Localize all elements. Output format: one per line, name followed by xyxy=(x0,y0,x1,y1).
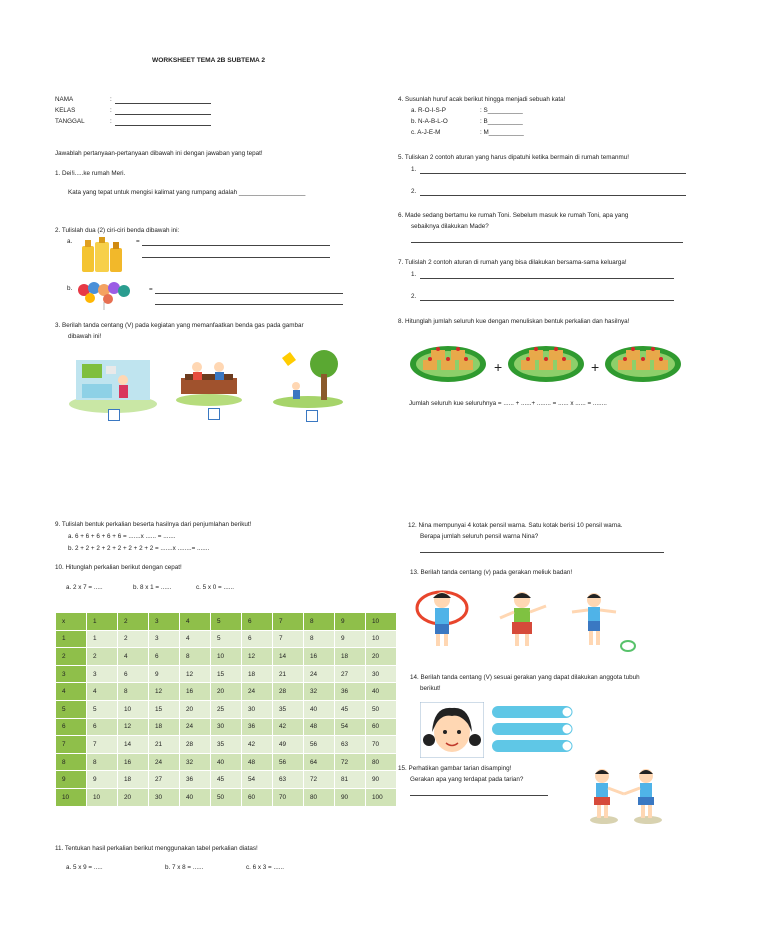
cake-plate-1-image xyxy=(409,340,487,384)
table-cell: 6 xyxy=(118,665,149,683)
q4-b-answer[interactable]: : B__________ xyxy=(480,118,523,125)
table-cell: 30 xyxy=(366,665,397,683)
table-cell: 12 xyxy=(118,718,149,736)
q3-text-1: 3. Berilah tanda centang (V) pada kegiatan yang memanfaatkan benda gas pada gambar xyxy=(55,322,304,329)
table-cell: 10 xyxy=(366,613,397,631)
q2-a-line2[interactable] xyxy=(142,257,330,258)
q14-text-2: berikut! xyxy=(420,685,441,692)
q7-line-2[interactable] xyxy=(420,300,674,301)
table-cell: 81 xyxy=(335,771,366,789)
q2-b-line1[interactable] xyxy=(155,293,343,294)
dancers-image xyxy=(580,764,670,826)
q4-c-answer[interactable]: : M__________ xyxy=(480,129,524,136)
table-cell: 10 xyxy=(366,630,397,648)
table-cell: 60 xyxy=(242,788,273,806)
table-header-row xyxy=(56,613,397,631)
table-cell: 63 xyxy=(335,736,366,754)
q15-text-2: Gerakan apa yang terdapat pada tarian? xyxy=(410,776,524,783)
q8-text: 8. Hitunglah jumlah seluruh kue dengan menuliskan bentuk perkalian dan hasilnya! xyxy=(398,318,630,325)
q14-text-1: 14. Berilah tanda centang (V) sesuai gerakan yang dapat dilakukan anggota tubuh xyxy=(410,674,640,681)
table-cell: 20 xyxy=(211,683,242,701)
table-cell: 24 xyxy=(304,665,335,683)
table-cell: 3 xyxy=(87,665,118,683)
table-cell: 48 xyxy=(242,753,273,771)
q7-num-2: 2. xyxy=(411,293,417,300)
q11-text: 11. Tentukan hasil perkalian berikut menggunakan tabel perkalian diatas! xyxy=(55,845,258,852)
table-cell: 5 xyxy=(87,700,118,718)
q2-b-line2[interactable] xyxy=(155,304,343,305)
table-cell: 8 xyxy=(118,683,149,701)
table-cell: 72 xyxy=(335,753,366,771)
table-cell: 5 xyxy=(211,613,242,631)
q3-checkbox-3[interactable] xyxy=(306,410,318,422)
table-row xyxy=(56,683,397,701)
table-cell: 54 xyxy=(335,718,366,736)
table-cell: 8 xyxy=(304,630,335,648)
cake-plate-2-image xyxy=(507,340,585,384)
class-sep: : xyxy=(110,107,112,114)
table-cell: 21 xyxy=(149,736,180,754)
table-cell: 7 xyxy=(273,630,304,648)
table-row-header: 7 xyxy=(56,736,87,754)
table-cell: 2 xyxy=(87,648,118,666)
table-cell: 28 xyxy=(273,683,304,701)
q1-text: 1. Dei!i.....ke rumah Meri. xyxy=(55,170,126,177)
table-cell: 4 xyxy=(87,683,118,701)
table-cell: 28 xyxy=(180,736,211,754)
table-cell: 49 xyxy=(273,736,304,754)
table-cell: 27 xyxy=(149,771,180,789)
date-field[interactable] xyxy=(115,125,211,126)
table-row xyxy=(56,700,397,718)
table-cell: 4 xyxy=(180,613,211,631)
table-cell: 63 xyxy=(273,771,304,789)
table-cell: 30 xyxy=(242,700,273,718)
table-cell: 1 xyxy=(87,630,118,648)
table-row xyxy=(56,788,397,806)
q11-b[interactable]: b. 7 x 8 = ...... xyxy=(165,864,204,871)
table-row-header: 3 xyxy=(56,665,87,683)
table-row xyxy=(56,771,397,789)
table-cell: 64 xyxy=(304,753,335,771)
balloons-image xyxy=(76,280,132,310)
table-cell: 8 xyxy=(180,648,211,666)
table-cell: 45 xyxy=(335,700,366,718)
table-cell: 7 xyxy=(273,613,304,631)
q5-line-1[interactable] xyxy=(420,173,686,174)
table-cell: 40 xyxy=(211,753,242,771)
table-cell: 12 xyxy=(149,683,180,701)
q5-line-2[interactable] xyxy=(420,195,686,196)
table-cell: 8 xyxy=(304,613,335,631)
q3-text-2: dibawah ini! xyxy=(68,333,102,340)
table-cell: 15 xyxy=(149,700,180,718)
table-cell: 5 xyxy=(211,630,242,648)
name-field[interactable] xyxy=(115,103,211,104)
q5-num-2: 2. xyxy=(411,188,417,195)
q11-a[interactable]: a. 5 x 9 = ..... xyxy=(66,864,103,871)
table-cell: 70 xyxy=(273,788,304,806)
table-cell: 40 xyxy=(304,700,335,718)
table-row xyxy=(56,753,397,771)
class-field[interactable] xyxy=(115,114,211,115)
q11-c[interactable]: c. 6 x 3 = ...... xyxy=(246,864,284,871)
table-cell: 18 xyxy=(335,648,366,666)
multiplication-table xyxy=(55,612,397,807)
q5-text: 5. Tuliskan 2 contoh aturan yang harus dipatuhi ketika bermain di rumah temanmu! xyxy=(398,154,630,161)
table-cell: 25 xyxy=(211,700,242,718)
table-cell: 21 xyxy=(273,665,304,683)
q9-text: 9. Tulislah bentuk perkalian beserta hasilnya dari penjumlahan berikut! xyxy=(55,521,252,528)
table-cell: 36 xyxy=(242,718,273,736)
table-cell: 3 xyxy=(149,630,180,648)
table-cell: 36 xyxy=(335,683,366,701)
table-cell: 7 xyxy=(87,736,118,754)
table-cell: 42 xyxy=(242,736,273,754)
cake-plate-3-image xyxy=(604,340,682,384)
table-cell: 24 xyxy=(180,718,211,736)
table-cell: 20 xyxy=(118,788,149,806)
q4-c-label: c. A-J-E-M xyxy=(411,129,441,136)
table-cell: 54 xyxy=(242,771,273,789)
q2-b-label: b. xyxy=(67,285,73,292)
table-cell: 27 xyxy=(335,665,366,683)
table-row xyxy=(56,648,397,666)
q10-b[interactable]: b. 8 x 1 = ...... xyxy=(133,584,172,591)
q3-checkbox-1[interactable] xyxy=(108,409,120,421)
q3-checkbox-2[interactable] xyxy=(208,408,220,420)
table-row-header: 5 xyxy=(56,700,87,718)
q7-text: 7. Tulislah 2 contoh aturan di rumah yang bisa dilakukan bersama-sama keluarga! xyxy=(398,259,627,266)
plus-sign-2: + xyxy=(591,359,600,375)
table-row-header: 8 xyxy=(56,753,87,771)
q4-b-label: b. N-A-B-L-O xyxy=(411,118,448,125)
table-cell: 8 xyxy=(87,753,118,771)
boy-standing-image xyxy=(568,590,638,652)
table-cell: 100 xyxy=(366,788,397,806)
q12-text-2: Berapa jumlah seluruh pensil warna Nina? xyxy=(420,533,539,540)
table-cell: 10 xyxy=(118,700,149,718)
class-label: KELAS xyxy=(55,107,76,114)
table-cell: 2 xyxy=(118,613,149,631)
table-row-header: 6 xyxy=(56,718,87,736)
table-row xyxy=(56,665,397,683)
table-cell: 4 xyxy=(118,648,149,666)
plus-sign-1: + xyxy=(494,359,503,375)
date-sep: : xyxy=(110,118,112,125)
bbq-image xyxy=(175,358,243,406)
name-label: NAMA xyxy=(55,96,74,103)
table-cell: 42 xyxy=(273,718,304,736)
table-cell: 40 xyxy=(180,788,211,806)
table-cell: 1 xyxy=(87,613,118,631)
table-row xyxy=(56,630,397,648)
table-cell: 9 xyxy=(335,630,366,648)
table-cell: 10 xyxy=(211,648,242,666)
q12-text-1: 12. Nina mempunyai 4 kotak pensil warna. Satu kotak berisi 10 pensil warna. xyxy=(408,522,623,529)
oil-bottles-image xyxy=(80,236,124,274)
table-cell: 16 xyxy=(118,753,149,771)
laundry-image xyxy=(68,354,158,414)
q13-text: 13. Berilah tanda centang (v) pada gerakan meliuk badan! xyxy=(410,569,573,576)
table-cell: 90 xyxy=(335,788,366,806)
instruction: Jawablah pertanyaan-pertanyaan dibawah ini dengan jawaban yang tepat! xyxy=(55,150,263,157)
table-row xyxy=(56,736,397,754)
table-row-header: 9 xyxy=(56,771,87,789)
table-cell: 48 xyxy=(304,718,335,736)
table-cell: 36 xyxy=(180,771,211,789)
table-cell: 3 xyxy=(149,613,180,631)
q4-a-answer[interactable]: : S__________ xyxy=(480,107,523,114)
table-cell: 24 xyxy=(242,683,273,701)
q5-num-1: 1. xyxy=(411,166,417,173)
table-cell: 80 xyxy=(304,788,335,806)
table-cell: 18 xyxy=(118,771,149,789)
table-cell: 40 xyxy=(366,683,397,701)
q10-a[interactable]: a. 2 x 7 = ..... xyxy=(66,584,103,591)
table-cell: 30 xyxy=(211,718,242,736)
table-cell: 32 xyxy=(180,753,211,771)
table-cell: 12 xyxy=(242,648,273,666)
q6-text-2: sebaiknya dilakukan Made? xyxy=(411,223,489,230)
q10-text: 10. Hitunglah perkalian berikut dengan cepat! xyxy=(55,564,182,571)
table-cell: 70 xyxy=(366,736,397,754)
table-cell: 6 xyxy=(87,718,118,736)
table-cell: 35 xyxy=(273,700,304,718)
kite-image xyxy=(272,348,344,408)
q10-c[interactable]: c. 5 x 0 = ...... xyxy=(196,584,234,591)
q1-sub: Kata yang tepat untuk mengisi kalimat yang rumpang adalah ___________________ xyxy=(68,189,306,196)
table-row-header: x xyxy=(56,613,87,631)
date-label: TANGGAL xyxy=(55,118,85,125)
hula-hoop-girl-image xyxy=(414,586,470,650)
table-row-header: 4 xyxy=(56,683,87,701)
q4-a-label: a. R-O-I-S-P xyxy=(411,107,446,114)
q6-line[interactable] xyxy=(411,242,683,243)
q4-text: 4. Susunlah huruf acak berikut hingga menjadi sebuah kata! xyxy=(398,96,566,103)
table-cell: 6 xyxy=(242,630,273,648)
girl-bending-image xyxy=(494,588,552,650)
table-row-header: 1 xyxy=(56,630,87,648)
table-cell: 2 xyxy=(118,630,149,648)
table-cell: 9 xyxy=(335,613,366,631)
q12-line[interactable] xyxy=(420,552,664,553)
table-cell: 30 xyxy=(149,788,180,806)
table-row xyxy=(56,718,397,736)
q9-a[interactable]: a. 6 + 6 + 6 + 6 + 6 = .......x ...... = ....... xyxy=(68,533,176,540)
table-cell: 50 xyxy=(211,788,242,806)
q2-b-eq: = xyxy=(149,286,153,293)
q2-a-line1[interactable] xyxy=(142,245,330,246)
page-title: WORKSHEET TEMA 2B SUBTEMA 2 xyxy=(152,57,266,64)
table-cell: 9 xyxy=(149,665,180,683)
table-cell: 6 xyxy=(149,648,180,666)
q15-line[interactable] xyxy=(410,795,548,796)
table-cell: 18 xyxy=(242,665,273,683)
q2-text: 2. Tulislah dua (2) ciri-ciri benda dibawah ini: xyxy=(55,227,180,234)
table-cell: 4 xyxy=(180,630,211,648)
q15-text-1: 15. Perhatikan gambar tarian disamping! xyxy=(398,765,512,772)
table-cell: 14 xyxy=(118,736,149,754)
table-row-header: 10 xyxy=(56,788,87,806)
table-cell: 15 xyxy=(211,665,242,683)
table-cell: 16 xyxy=(180,683,211,701)
table-cell: 56 xyxy=(273,753,304,771)
girl-face-image xyxy=(420,702,484,758)
q7-num-1: 1. xyxy=(411,271,417,278)
q2-a-label: a. xyxy=(67,238,73,245)
table-cell: 90 xyxy=(366,771,397,789)
table-cell: 12 xyxy=(180,665,211,683)
table-cell: 9 xyxy=(87,771,118,789)
table-cell: 24 xyxy=(149,753,180,771)
q14-answer-bars[interactable] xyxy=(490,704,576,756)
q9-b[interactable]: b. 2 + 2 + 2 + 2 + 2 + 2 + 2 + 2 = .......x ........= ....... xyxy=(68,545,210,552)
table-cell: 60 xyxy=(366,718,397,736)
table-cell: 45 xyxy=(211,771,242,789)
table-cell: 16 xyxy=(304,648,335,666)
table-cell: 20 xyxy=(180,700,211,718)
table-cell: 56 xyxy=(304,736,335,754)
table-cell: 20 xyxy=(366,648,397,666)
table-cell: 32 xyxy=(304,683,335,701)
table-cell: 72 xyxy=(304,771,335,789)
q7-line-1[interactable] xyxy=(420,278,674,279)
table-cell: 6 xyxy=(242,613,273,631)
table-cell: 10 xyxy=(87,788,118,806)
table-cell: 80 xyxy=(366,753,397,771)
table-cell: 14 xyxy=(273,648,304,666)
q8-answer[interactable]: Jumlah seluruh kue seluruhnya = ...... + ......+ ........ = ...... x ...... = ........ xyxy=(409,400,607,407)
table-cell: 35 xyxy=(211,736,242,754)
q2-a-eq: = xyxy=(136,238,140,245)
q6-text-1: 6. Made sedang bertamu ke rumah Toni. Sebelum masuk ke rumah Toni, apa yang xyxy=(398,212,629,219)
name-sep: : xyxy=(110,96,112,103)
table-cell: 18 xyxy=(149,718,180,736)
table-cell: 50 xyxy=(366,700,397,718)
table-row-header: 2 xyxy=(56,648,87,666)
